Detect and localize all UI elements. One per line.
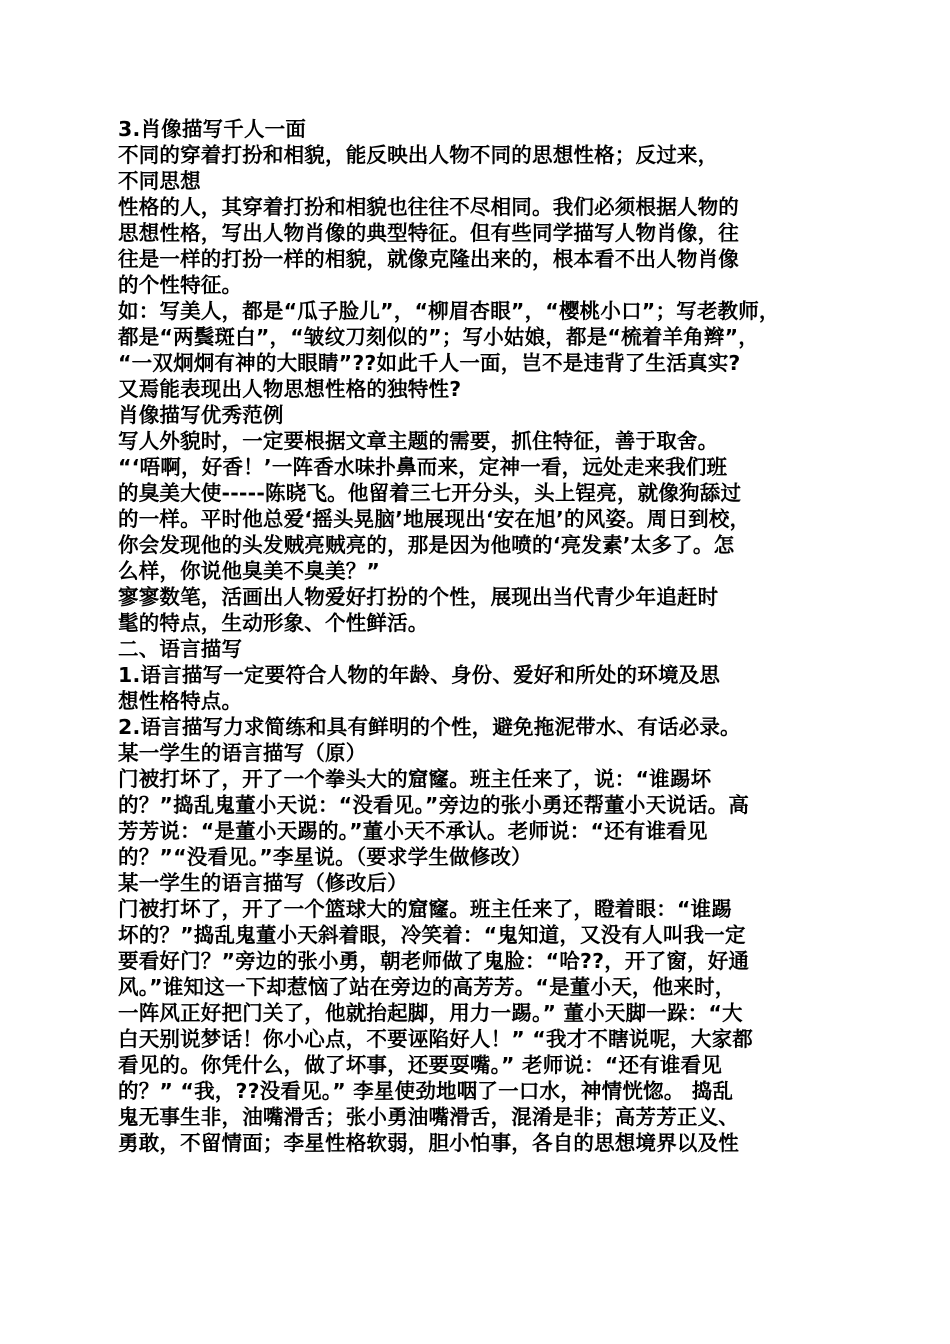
paragraph-line: 要看好门？”旁边的张小勇，朝老师做了鬼脸：“哈??，开了窗，好通 [118,949,750,973]
paragraph-line: “一双炯炯有神的大眼睛”??如此千人一面，岂不是违背了生活真实? [118,351,741,375]
paragraph-line: 的？”捣乱鬼董小天说：“没看见。”旁边的张小勇还帮董小天说话。高 [118,793,750,817]
paragraph-line: “‘唔啊，好香！’一阵香水味扑鼻而来，定神一看，远处走来我们班 [118,455,728,479]
paragraph-line: 的？” “我，??没看见。” 李星使劲地咽了一口水，神情恍惚。 捣乱 [118,1079,734,1103]
paragraph-line: 1.语言描写一定要符合人物的年龄、身份、爱好和所处的环境及思 [118,663,721,687]
section-heading: 某一学生的语言描写（原） [118,741,367,765]
paragraph-line: 门被打坏了，开了一个篮球大的窟窿。班主任来了，瞪着眼：“谁踢 [118,897,732,921]
paragraph-line: 的个性特征。 [118,273,243,297]
paragraph-line: 髦的特点，生动形象、个性鲜活。 [118,611,429,635]
paragraph-line: 不同的穿着打扮和相貌，能反映出人物不同的思想性格；反过来， [118,143,719,167]
section-heading: 二、语言描写 [118,637,243,661]
paragraph-line: 看见的。你凭什么，做了坏事，还要耍嘴。” 老师说：“还有谁看见 [118,1053,723,1077]
paragraph-line: 如：写美人，都是“瓜子脸儿”，“柳眉杏眼”，“樱桃小口”；写老教师， [118,299,780,323]
paragraph-line: 芳芳说：“是董小天踢的。”董小天不承认。老师说：“还有谁看见 [118,819,708,843]
paragraph-line: 写人外貌时，一定要根据文章主题的需要，抓住特征，善于取舍。 [118,429,719,453]
paragraph-line: 鬼无事生非，油嘴滑舌；张小勇油嘴滑舌，混淆是非；高芳芳正义、 [118,1105,739,1129]
paragraph-line: 性格的人，其穿着打扮和相貌也往往不尽相同。我们必须根据人物的 [118,195,739,219]
paragraph-line: 不同思想 [118,169,201,193]
paragraph-line: 的臭美大使-----陈晓飞。他留着三七开分头，头上锃亮，就像狗舔过 [118,481,742,505]
paragraph-line: 风。”谁知这一下却惹恼了站在旁边的高芳芳。“是董小天，他来时， [118,975,736,999]
paragraph-line: 2.语言描写力求简练和具有鲜明的个性，避免拖泥带水、有话必录。 [118,715,741,739]
paragraph-line: 坏的？”捣乱鬼董小天斜着眼，冷笑着：“鬼知道，又没有人叫我一定 [118,923,746,947]
paragraph-line: 你会发现他的头发贼亮贼亮的，那是因为他喷的‘亮发素’太多了。怎 [118,533,735,557]
paragraph-line: 白天别说梦话！你小心点，不要诬陷好人！” “我才不瞎说呢，大家都 [118,1027,753,1051]
section-heading: 某一学生的语言描写（修改后） [118,871,408,895]
paragraph-line: 思想性格，写出人物肖像的典型特征。但有些同学描写人物肖像，往 [118,221,739,245]
paragraph-line: 的一样。平时他总爱‘摇头晃脑’地展现出‘安在旭’的风姿。周日到校， [118,507,751,531]
section-heading: 3.肖像描写千人一面 [118,117,307,141]
paragraph-line: 寥寥数笔，活画出人物爱好打扮的个性，展现出当代青少年追赶时 [118,585,719,609]
paragraph-line: 门被打坏了，开了一个拳头大的窟窿。班主任来了，说：“谁踢坏 [118,767,712,791]
paragraph-line: 么样，你说他臭美不臭美？” [118,559,381,583]
paragraph-line: 想性格特点。 [118,689,243,713]
paragraph-line: 往是一样的打扮一样的相貌，就像克隆出来的，根本看不出人物肖像 [118,247,739,271]
paragraph-line: 的？”“没看见。”李星说。（要求学生做修改） [118,845,532,869]
paragraph-line: 又焉能表现出人物思想性格的独特性? [118,377,462,401]
section-heading: 肖像描写优秀范例 [118,403,284,427]
paragraph-line: 都是“两鬓斑白”，“皱纹刀刻似的”；写小姑娘，都是“梳着羊角辫”， [118,325,759,349]
paragraph-line: 勇敢，不留情面；李星性格软弱，胆小怕事，各自的思想境界以及性 [118,1131,739,1155]
document-page [118,116,840,1156]
paragraph-line: 一阵风正好把门关了，他就抬起脚，用力一踢。” 董小天脚一跺：“大 [118,1001,743,1025]
